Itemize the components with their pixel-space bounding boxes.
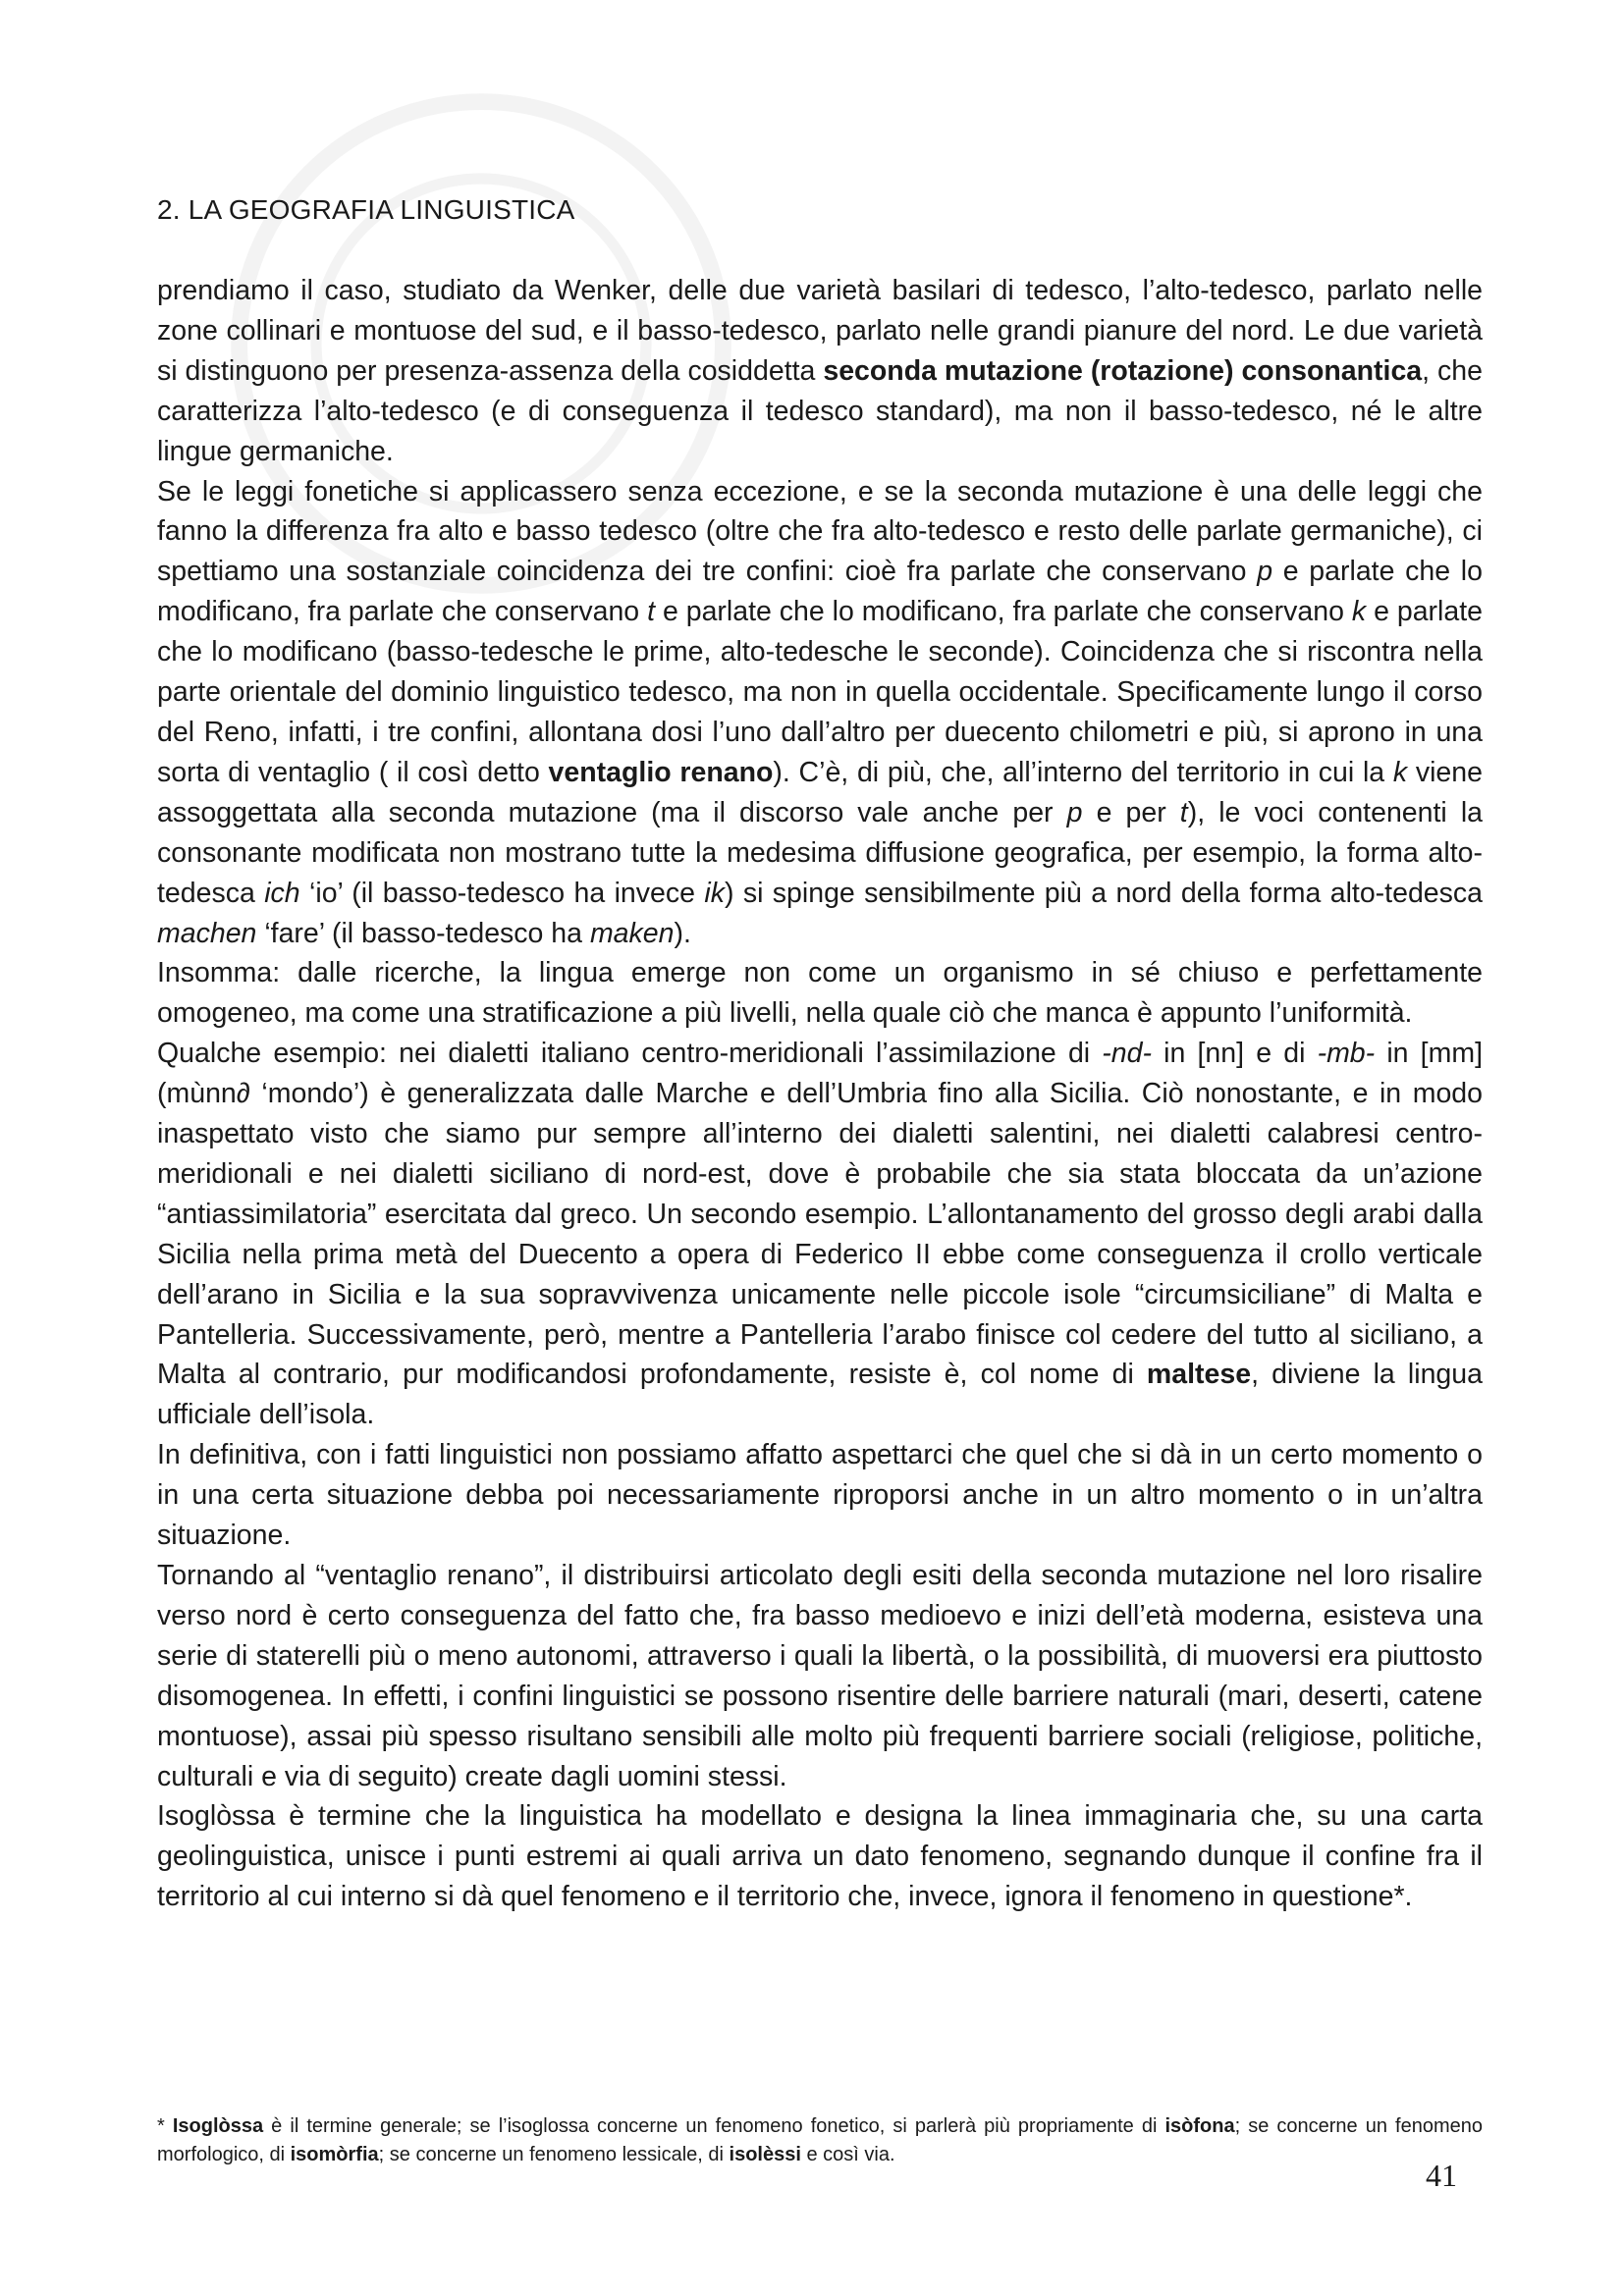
text-run: ). C’è, di più, che, all’interno del territorio in cui la (773, 756, 1393, 788)
bold-term: seconda mutazione (rotazione) consonantica (823, 354, 1423, 387)
text-run: In definitiva, con i fatti linguistici non possiamo affatto aspettarci che quel che si dà in un certo momento o in una certa situazione debba poi necessariamente riproporsi anche in un altro momento o in un’altra situazione. (157, 1439, 1483, 1552)
page-number: 41 (1426, 2158, 1457, 2193)
text-run: ; se concerne un fenomeno lessicale, di (378, 2144, 730, 2165)
text-run: viene assoggettata alla seconda mutazione (ma il discorso vale anche per (157, 756, 1483, 828)
text-run: Isoglòssa è termine che la linguistica ha modellato e designa la linea immaginaria che, su una carta geolinguistica, unisce i punti estremi ai quali arriva un dato fenomeno, segnando dunque il confine fra il territorio al cui interno si dà quel fenomeno e il territorio che, invece, ignora il fenomeno in questione*. (157, 1800, 1483, 1913)
body-text (157, 271, 1483, 1917)
footnote (157, 2112, 1483, 2169)
text-run: e così via. (800, 2144, 895, 2165)
paragraph (157, 472, 1483, 954)
italic-term: ich (264, 877, 300, 909)
text-run: e parlate che lo modificano, fra parlate che conservano (655, 596, 1352, 628)
italic-term: k (1392, 756, 1408, 788)
text-run: e parlate che lo modificano (basso-tedesche le prime, alto-tedesche le seconde). Coincidenza che si riscontra nella parte orientale del dominio linguistico tedesco, ma non in quella occidentale. Specificamente lungo il corso del Reno, infatti, i tre confini, allontana dosi l’uno dall’altro per duecento chilometri e più, si aprono in una sorta di ventaglio ( il così detto (157, 596, 1483, 788)
italic-term: p (1066, 796, 1083, 828)
bold-term: isomòrfia (290, 2144, 379, 2165)
text-run: in [nn] e di (1151, 1038, 1318, 1070)
text-run: ‘io’ (il basso-tedesco ha invece (299, 877, 705, 909)
text-run: ‘fare’ (il basso-tedesco ha (256, 917, 590, 949)
italic-term: machen (157, 917, 257, 949)
paragraph (157, 1435, 1483, 1556)
italic-term: ik (704, 877, 725, 909)
bold-term: isòfona (1164, 2115, 1235, 2137)
paragraph (157, 1556, 1483, 1796)
bold-term: maltese (1146, 1359, 1252, 1391)
italic-term: t (647, 596, 656, 628)
text-run: ; se concerne un fenomeno morfologico, di (157, 2115, 1483, 2165)
italic-term: p (1257, 556, 1273, 588)
paragraph (157, 953, 1483, 1034)
paragraph (157, 1796, 1483, 1917)
page-body (157, 194, 1483, 1917)
bold-term: Isoglòssa (172, 2115, 264, 2137)
text-run: è il termine generale; se l’isoglossa concerne un fenomeno fonetico, si parlerà più propriamente di (263, 2115, 1165, 2137)
text-run: , diviene la lingua ufficiale dell’isola. (157, 1359, 1483, 1431)
italic-term: -mb- (1317, 1038, 1376, 1070)
text-run: Tornando al “ventaglio renano”, il distribuirsi articolato degli esiti della seconda mutazione nel loro risalire verso nord è certo conseguenza del fatto che, fra basso medioevo e inizi dell’età moderna, esisteva una serie di staterelli più o meno autonomi, attraverso i quali la libertà, o la possibilità, di muoversi era piuttosto disomogenea. In effetti, i confini linguistici se possono risentire delle barriere naturali (mari, deserti, catene montuose), assai più spesso risultano sensibili alle molto più frequenti barriere sociali (religiose, politiche, culturali e via di seguito) create dagli uomini stessi. (157, 1560, 1483, 1792)
text-run: * (157, 2115, 173, 2137)
text-run: Insomma: dalle ricerche, la lingua emerge non come un organismo in sé chiuso e perfettamente omogeneo, ma come una stratificazione a più livelli, nella quale ciò che manca è appunto l’uniformità. (157, 957, 1483, 1030)
bold-term: isolèssi (729, 2144, 801, 2165)
italic-term: t (1179, 796, 1188, 828)
section-heading: 2. LA GEOGRAFIA LINGUISTICA (157, 194, 575, 225)
italic-term: maken (589, 917, 675, 949)
text-run: ). (674, 917, 691, 949)
text-run: Se le leggi fonetiche si applicassero senza eccezione, e se la seconda mutazione è una delle leggi che fanno la differenza fra alto e basso tedesco (oltre che fra alto-tedesco e resto delle parlate germaniche), ci spettiamo una sostanziale coincidenza dei tre confini: cioè fra parlate che conservano (157, 475, 1483, 588)
text-run: e per (1082, 796, 1180, 828)
italic-term: k (1351, 596, 1367, 628)
text-run: prendiamo il caso, studiato da Wenker, delle due varietà basilari di tedesco, l’alto-tedesco, parlato nelle zone collinari e montuose del sud, e il basso-tedesco, parlato nelle grandi pianure del nord. Le due varietà si distinguono per presenza-assenza della cosiddetta (157, 275, 1483, 387)
text-run: e parlate che lo modificano, fra parlate che conservano (157, 556, 1483, 628)
text-run: in [mm] (mùnn∂ ‘mondo’) è generalizzata dalle Marche e dell’Umbria fino alla Sicilia. Ciò nonostante, e in modo inaspettato visto che siamo pur sempre all’interno dei dialetti salentini, nei dialetti calabresi centro-meridionali e nei dialetti siciliano di nord-est, dove è probabile che sia stata bloccata da un’azione “antiassimilatoria” esercitata dal greco. Un secondo esempio. L’allontanamento del grosso degli arabi dalla Sicilia nella prima metà del Duecento a opera di Federico II ebbe come conseguenza il crollo verticale dell’arano in Sicilia e la sua sopravvivenza unicamente nelle piccole isole “circumsiciliane” di Malta e Pantelleria. Successivamente, però, mentre a Pantelleria l’arabo finisce col cedere del tutto al siciliano, a Malta al contrario, pur modificandosi profondamente, resiste è, col nome di (157, 1038, 1483, 1391)
text-run: ), le voci contenenti la consonante modificata non mostrano tutte la medesima diffusione geografica, per esempio, la forma alto-tedesca (157, 796, 1484, 909)
text-run: Qualche esempio: nei dialetti italiano centro-meridionali l’assimilazione di (157, 1038, 1103, 1070)
bold-term: ventaglio renano (548, 756, 774, 788)
text-run: ) si spinge sensibilmente più a nord della forma alto-tedesca (724, 877, 1483, 909)
italic-term: -nd- (1102, 1038, 1152, 1070)
paragraph (157, 271, 1483, 472)
text-run: , che caratterizza l’alto-tedesco (e di conseguenza il tedesco standard), ma non il basso-tedesco, né le altre lingue germaniche. (157, 354, 1483, 467)
paragraph (157, 1034, 1483, 1435)
